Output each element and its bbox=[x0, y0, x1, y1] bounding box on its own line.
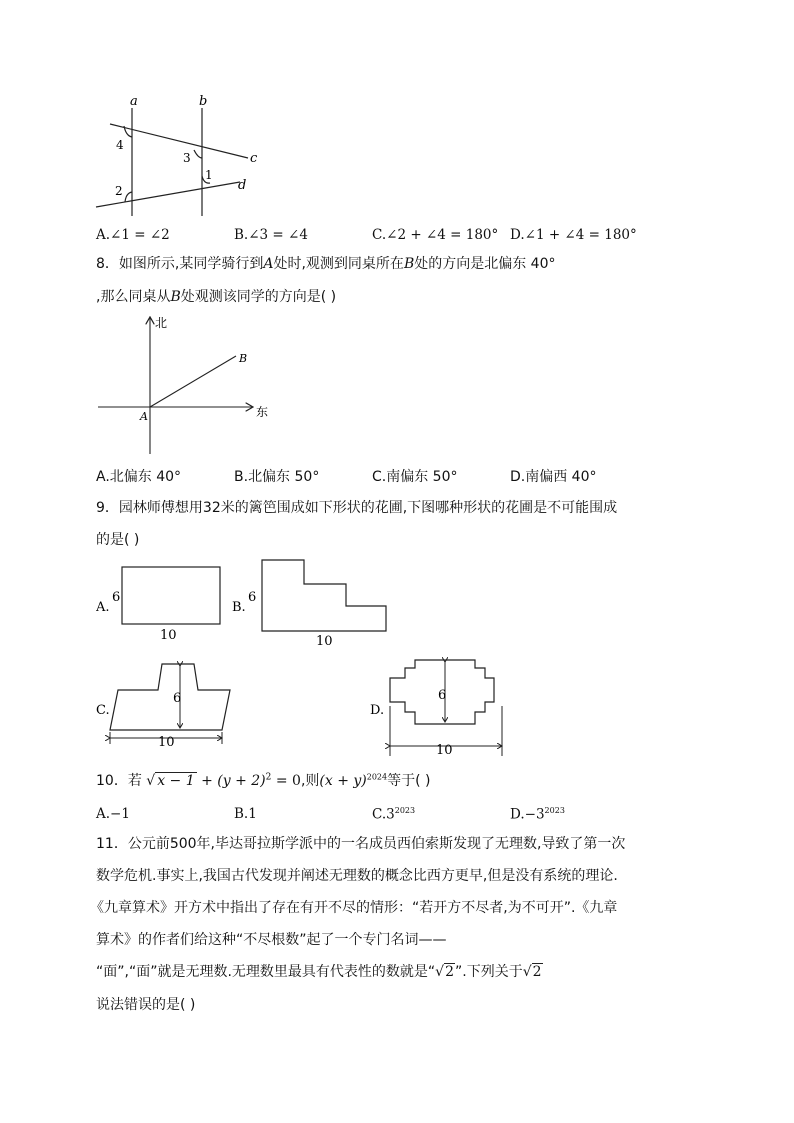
option-text: ∠1 + ∠4 = 180° bbox=[524, 227, 637, 243]
option-letter: D. bbox=[510, 227, 525, 243]
label-c: c bbox=[250, 151, 258, 166]
svg-text:10: 10 bbox=[158, 735, 175, 750]
q9-stem-line2: 的是( ) bbox=[96, 532, 140, 548]
q11-line4: 算术》的作者们给这种“不尽根数”起了一个专门名词—— bbox=[96, 932, 447, 948]
q7-option-d[interactable] bbox=[510, 227, 637, 243]
option-letter: C. bbox=[372, 227, 387, 243]
svg-text:A.: A. bbox=[96, 600, 110, 615]
svg-text:D.: D. bbox=[370, 703, 385, 718]
q7-parallel-lines-figure bbox=[90, 92, 270, 222]
q9-stem-line1: 9．园林师傅想用32米的篱笆围成如下形状的花圃,下图哪种形状的花圃是不可能围成 bbox=[96, 500, 618, 516]
q9-option-c[interactable] bbox=[96, 660, 236, 752]
q8-option-b[interactable]: B.北偏东 50° bbox=[234, 469, 320, 485]
line-c bbox=[110, 124, 248, 158]
svg-text:C.: C. bbox=[96, 703, 110, 718]
angle-4-label: 4 bbox=[116, 138, 124, 152]
svg-text:10: 10 bbox=[316, 634, 333, 649]
option-text: ∠3 = ∠4 bbox=[248, 227, 308, 243]
q10-stem: 10．若 √ $x - 1 + (y + 2)^2 = 0$,则$(x + y)^{2024}$等于( ) bbox=[96, 772, 431, 789]
q10-option-b[interactable]: B.1 bbox=[234, 806, 257, 822]
segment-AB bbox=[150, 356, 236, 407]
option-letter: B. bbox=[234, 227, 249, 243]
north-label: 北 bbox=[155, 316, 168, 330]
option-text: ∠2 + ∠4 = 180° bbox=[386, 227, 499, 243]
label-d: d bbox=[238, 178, 247, 193]
point-B-label: B bbox=[239, 352, 248, 365]
q10-option-c[interactable]: $C.3^{2023}$ bbox=[372, 806, 416, 823]
q11-line3: 《九章算术》开方术中指出了存在有开不尽的情形：“若开方不尽者,为不可开”.《九章 bbox=[90, 900, 618, 916]
angle-3-label: 3 bbox=[183, 151, 191, 165]
q8-option-d[interactable]: D.南偏西 40° bbox=[510, 469, 597, 485]
q10-option-a[interactable]: A.−1 bbox=[96, 806, 130, 822]
q9-option-d[interactable] bbox=[370, 656, 510, 756]
q8-option-c[interactable]: C.南偏东 50° bbox=[372, 469, 458, 485]
q11-line1: 11．公元前500年,毕达哥拉斯学派中的一名成员西伯索斯发现了无理数,导致了第一次 bbox=[96, 836, 626, 852]
q11-line2: 数学危机.事实上,我国古代发现并阐述无理数的概念比西方更早,但是没有系统的理论. bbox=[96, 868, 618, 884]
point-A-label: A bbox=[140, 410, 148, 423]
q7-option-a[interactable] bbox=[96, 227, 170, 243]
cross-shape bbox=[370, 656, 510, 756]
q8-direction-figure bbox=[94, 312, 284, 458]
label-a: a bbox=[130, 94, 138, 109]
svg-text:10: 10 bbox=[436, 743, 453, 756]
q8-option-a[interactable]: A.北偏东 40° bbox=[96, 469, 182, 485]
q10-option-d[interactable]: $D.-3^{2023}$ bbox=[510, 806, 565, 823]
svg-text:6: 6 bbox=[438, 688, 447, 703]
q8-stem-line1: 8．如图所示,某同学骑行到A处时,观测到同桌所在B处的方向是北偏东 40° bbox=[96, 256, 556, 272]
q9-option-b[interactable] bbox=[232, 556, 392, 652]
q7-option-c[interactable] bbox=[372, 227, 498, 243]
parallelogram-shape bbox=[96, 660, 236, 752]
label-b: b bbox=[199, 94, 208, 109]
radical-expression: √ x − 1 bbox=[146, 773, 195, 789]
stepped-shape bbox=[232, 556, 392, 652]
angle-2-label: 2 bbox=[115, 184, 123, 198]
svg-text:6: 6 bbox=[112, 590, 121, 605]
q7-option-b[interactable] bbox=[234, 227, 308, 243]
q11-line6: 说法错误的是( ) bbox=[96, 997, 196, 1013]
option-letter: A. bbox=[96, 227, 111, 243]
option-text: ∠1 = ∠2 bbox=[110, 227, 170, 243]
rectangle-shape bbox=[96, 560, 236, 650]
q9-option-a[interactable] bbox=[96, 560, 236, 650]
q8-stem-line2: ,那么同桌从B处观测该同学的方向是( ) bbox=[96, 289, 337, 305]
q11-line5: “面”,“面”就是无理数.无理数里最具有代表性的数就是“√2”.下列关于√2 bbox=[96, 964, 542, 980]
angle-3-arc bbox=[194, 150, 202, 158]
svg-text:10: 10 bbox=[160, 628, 177, 643]
svg-text:6: 6 bbox=[173, 691, 182, 706]
angle-1-label: 1 bbox=[205, 168, 213, 182]
svg-text:B.: B. bbox=[232, 600, 246, 615]
east-label: 东 bbox=[256, 405, 269, 419]
svg-text:6: 6 bbox=[248, 590, 257, 605]
